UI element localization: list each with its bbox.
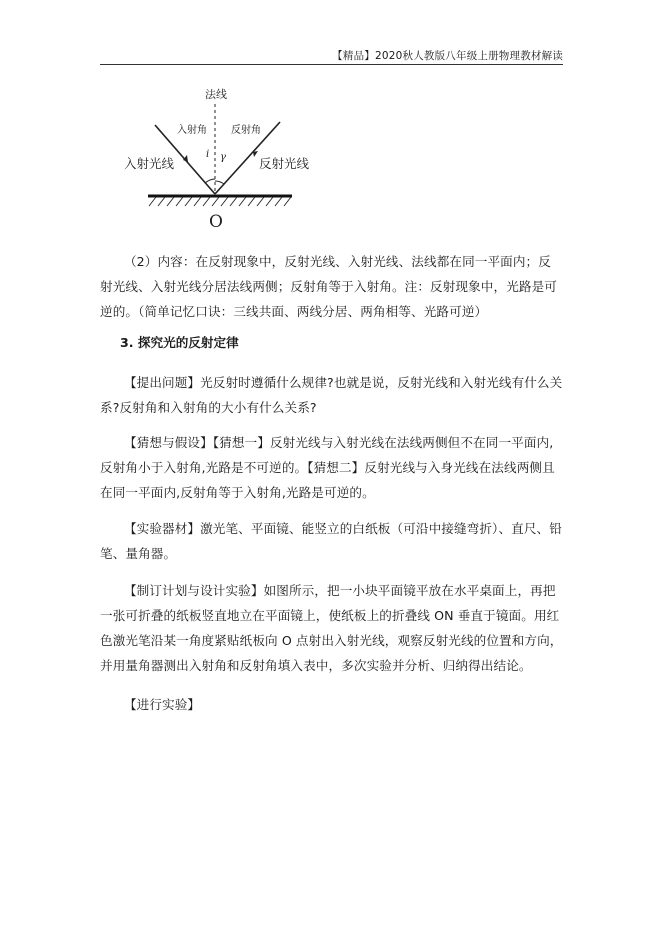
origin-o-label: O: [209, 212, 223, 232]
reflection-angle-label: 反射角: [231, 125, 261, 136]
paragraph-plan-design: 【制订计划与设计实验】如图所示，把一小块平面镜平放在水平桌面上，再把一张可折叠的纸板竖直地立在平面镜上，使纸板上的折叠线 ON 垂直于镜面。用红色激光笔沿某一角度紧贴纸板向 O 点射出入射光线，观察反射光线的位置和方向，并用量角器测出入射角和反射角填入表中，多次实验并分析、归纳得出结论。: [100, 583, 563, 673]
incident-ray-label: 入射光线: [124, 156, 175, 171]
normal-label: 法线: [205, 88, 227, 101]
page-header: 【精品】2020秋人教版八年级上册物理教材解读: [332, 50, 563, 62]
paragraph-raise-question: 【提出问题】光反射时遵循什么规律?也就是说，反射光线和入射光线有什么关系?反射角和入射角的大小有什么关系?: [100, 375, 563, 415]
angle-i-label: i: [206, 149, 210, 160]
paragraph-equipment: 【实验器材】激光笔、平面镜、能竖立的白纸板（可沿中接缝弯折）、直尺、铅笔、量角器。: [100, 521, 562, 561]
header-rule: [100, 64, 563, 65]
reflected-arrow: [253, 151, 258, 157]
paragraph-conduct-experiment: 【进行实验】: [123, 697, 201, 712]
paragraph-hypothesis: 【猜想与假设】【猜想一】反射光线与入射光线在法线两侧但不在同一平面内,反射角小于入射角,光路是不可逆的。【猜想二】反射光线与入身光线在法线两侧且在同一平面内,反射角等于入射角,光路是可逆的。: [100, 435, 555, 500]
incident-angle-label: 入射角: [177, 125, 207, 136]
paragraph-content-law: （2）内容：在反射现象中，反射光线、入射光线、法线都在同一平面内；反射光线、入射光线分居法线两侧；反射角等于入射角。注：反射现象中，光路是可逆的。（简单记忆口诀：三线共面、两线分居、两角相等、光路可逆）: [100, 254, 557, 319]
angle-r-label: γ: [220, 152, 226, 163]
reflection-diagram: [120, 80, 320, 240]
section-heading-3: 3. 探究光的反射定律: [120, 335, 239, 350]
reflection-angle-arc: [215, 181, 224, 184]
incident-angle-arc: [205, 179, 215, 183]
mirror-hatching: [149, 197, 291, 206]
reflected-ray-label: 反射光线: [259, 156, 310, 171]
